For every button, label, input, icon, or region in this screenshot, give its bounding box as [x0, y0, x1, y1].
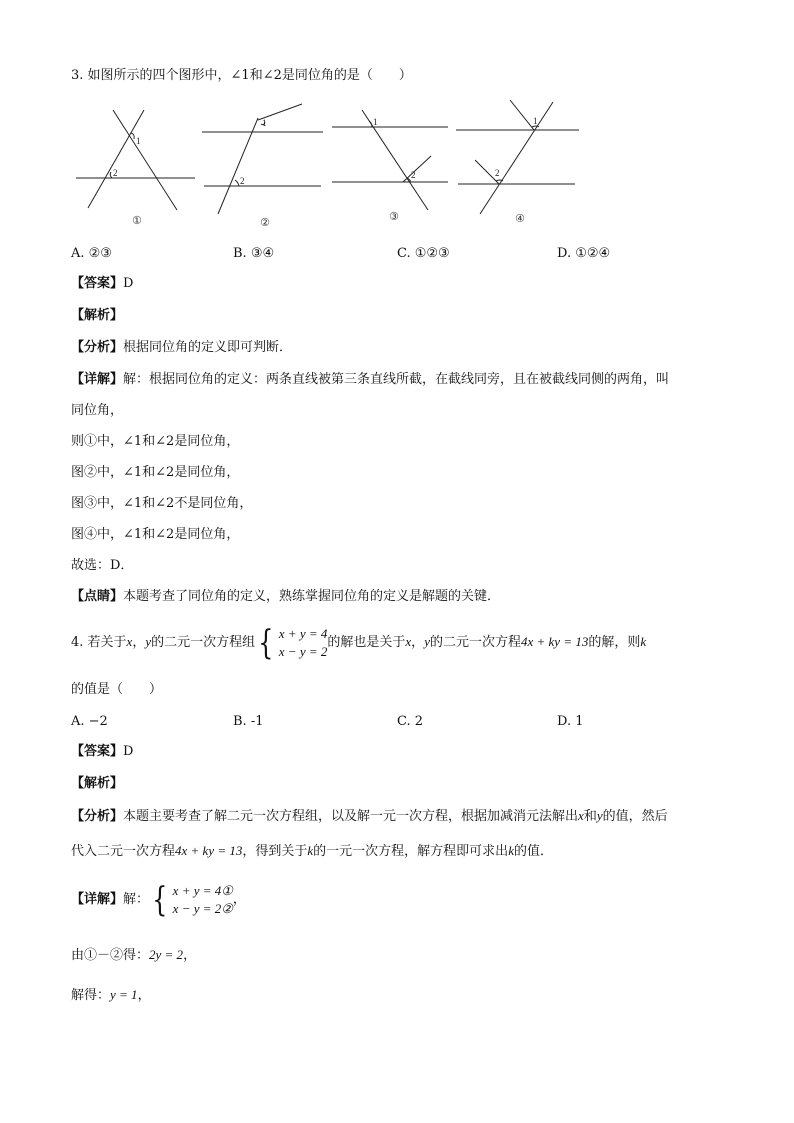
fig3-angle-label-2: 2: [411, 170, 416, 180]
q4-option-c[interactable]: C. 2: [397, 714, 424, 729]
figure-1: [76, 110, 195, 210]
fig4-angle-label-2: 2: [495, 168, 500, 178]
q3-fenxi-line: [71, 338, 292, 358]
q4-stem-f: 的值是（ ）: [71, 682, 163, 697]
fig4-angle-arc-1: [532, 126, 539, 127]
q3-detail-3: 则①中，∠1和∠2是同位角，: [71, 434, 240, 449]
q4-var-k: k: [640, 634, 647, 649]
fig3-angle-arc-1: [369, 121, 372, 127]
q3-comment-tag: 【点睛】: [71, 589, 124, 604]
q4-options: [71, 712, 711, 732]
fig4-angle-arc-2: [496, 180, 503, 181]
fig3-angle-label-1: 1: [373, 117, 378, 127]
q3-analysis-line: [71, 306, 123, 326]
q3-comment: 本题考查了同位角的定义，熟练掌握同位角的定义是解题的关键．: [123, 589, 501, 604]
q4-detail-a: 解：: [123, 892, 150, 907]
q4-fenxi-var-k-2: k: [508, 843, 514, 858]
q3-detail-tag: 【详解】: [71, 372, 124, 387]
q3-answer: D: [123, 276, 134, 291]
q4-var-y: y: [145, 634, 152, 649]
fig1-transversal-a: [113, 110, 177, 210]
fig1-label: ①: [132, 214, 142, 227]
q3-comment-line: [71, 587, 500, 607]
q4-step1-eq: 2y = 2: [149, 947, 184, 962]
q4-stem-c: 的解也是关于: [327, 635, 406, 650]
q4-step2-a: 解得：: [71, 988, 111, 1003]
q4-fenxi-g: 的值．: [513, 844, 553, 859]
q4-option-a[interactable]: A. −2: [71, 714, 108, 729]
q4-eq1: x + y = 4: [278, 625, 328, 641]
q4-var-y-2: y: [424, 634, 430, 649]
q3-fenxi: 根据同位角的定义即可判断．: [123, 340, 293, 355]
fig1-transversal-b: [88, 110, 144, 208]
q4-stem-b: 的二元一次方程组: [151, 635, 256, 650]
fig4-angle-label-1: 1: [533, 116, 538, 126]
q4-fenxi-var-k: k: [307, 843, 314, 858]
q4-fenxi-c: 的值，然后: [602, 809, 668, 824]
q3-figures-svg: [71, 96, 591, 236]
q4-detail-tag: 【详解】: [71, 892, 124, 907]
q4-comma: ，: [132, 635, 146, 650]
fig4-label: ④: [515, 212, 525, 225]
q4-var-x-2: x: [405, 634, 412, 649]
q4-fenxi-line-2: [71, 841, 553, 862]
q4-step2-eq: y = 1: [110, 987, 138, 1002]
fig1-angle-label-2: 2: [113, 168, 118, 178]
fig2-label: ②: [260, 216, 270, 229]
q3-detail-2: 同位角，: [71, 403, 124, 418]
fig4-transversal: [480, 102, 553, 214]
q4-stem-a: 4. 若关于: [71, 635, 127, 650]
q4-eq3: 4x + ky = 13: [520, 634, 589, 649]
q4-fenxi-var-x: x: [578, 808, 584, 823]
q4-fenxi-tag: 【分析】: [71, 809, 124, 824]
q3-options: [71, 244, 711, 264]
q4-stem-d: 的二元一次方程: [429, 635, 521, 650]
figure-4: [456, 100, 579, 214]
q4-step2-line: [71, 985, 151, 1006]
q4-fenxi-b: 和: [583, 809, 597, 824]
q4-fenxi-f: 的一元一次方程，解方程即可求出: [313, 844, 509, 859]
q4-detail-line: [71, 880, 246, 920]
q3-stem: 3. 如图所示的四个图形中，∠1和∠2是同位角的是（ ）: [71, 68, 412, 83]
fig4-ray-top: [510, 100, 534, 130]
q3-answer-line: [71, 274, 133, 294]
q3-detail-5: 图③中，∠1和∠2不是同位角，: [71, 496, 253, 511]
q4-fenxi-var-y: y: [596, 808, 603, 823]
q4-fenxi-d: 代入二元一次方程: [71, 844, 176, 859]
fig2-angle-label-1: 1: [262, 118, 267, 128]
q4-fenxi-eq: 4x + ky = 13: [175, 843, 243, 858]
q4-detail-system: [149, 879, 233, 920]
q4-fenxi-e: ，得到关于: [242, 844, 308, 859]
q4-sys-eq2: x − y = 2②: [172, 900, 233, 916]
q4-stem-line: [71, 622, 646, 663]
q4-answer-line: [71, 742, 133, 762]
q4-step1-b: ，: [183, 948, 197, 963]
fig3-label: ③: [389, 210, 399, 223]
q4-equation-system: [255, 622, 328, 663]
q4-detail-comma: ，: [232, 892, 246, 907]
q3-detail-1: 解：根据同位角的定义：两条直线被第三条直线所截，在截线同旁，且在被截线同侧的两角，叫: [123, 372, 670, 387]
q4-option-d[interactable]: D. 1: [557, 714, 584, 729]
q4-sys-eq1: x + y = 4①: [172, 882, 233, 898]
q4-step2-b: ，: [137, 988, 151, 1003]
q3-option-c[interactable]: C. ①②③: [397, 246, 450, 261]
q4-fenxi-a: 本题主要考查了解二元一次方程组，以及解一元一次方程，根据加减消元法解出: [123, 809, 579, 824]
q3-option-d[interactable]: D. ①②④: [557, 246, 611, 261]
q3-analysis-tag: 【解析】: [71, 308, 124, 323]
q4-analysis-tag: 【解析】: [71, 776, 124, 791]
fig1-angle-label-1: 1: [136, 136, 141, 146]
q4-brace: {: [258, 622, 274, 663]
q3-option-a[interactable]: A. ②③: [71, 246, 112, 261]
q4-step1-a: 由①－②得：: [71, 948, 150, 963]
q4-stem-e: 的解，则: [588, 635, 641, 650]
q4-eq2: x − y = 2: [278, 643, 328, 659]
q4-answer-tag: 【答案】: [71, 744, 124, 759]
q3-figures: [71, 96, 591, 236]
q4-step1-line: [71, 945, 196, 966]
q3-detail-line-1: [71, 370, 669, 390]
q4-detail-brace: {: [152, 879, 168, 920]
fig2-angle-arc-2: [235, 180, 239, 186]
q4-option-b[interactable]: B. -1: [233, 714, 264, 729]
q3-fenxi-tag: 【分析】: [71, 340, 124, 355]
q4-comma-2: ，: [411, 635, 425, 650]
q3-detail-4: 图②中，∠1和∠2是同位角，: [71, 465, 240, 480]
q4-fenxi-line-1: [71, 806, 668, 827]
fig2-angle-label-2: 2: [240, 176, 245, 186]
q3-option-b[interactable]: B. ③④: [233, 246, 275, 261]
q4-answer: D: [123, 744, 134, 759]
q4-analysis-line: [71, 774, 123, 794]
fig1-angle-arc-2: [110, 172, 112, 178]
figure-3: [332, 110, 448, 210]
q3-answer-tag: 【答案】: [71, 276, 124, 291]
q4-var-x: x: [126, 634, 133, 649]
q3-detail-7: 故选：D．: [71, 558, 134, 573]
q3-detail-6: 图④中，∠1和∠2是同位角，: [71, 527, 240, 542]
